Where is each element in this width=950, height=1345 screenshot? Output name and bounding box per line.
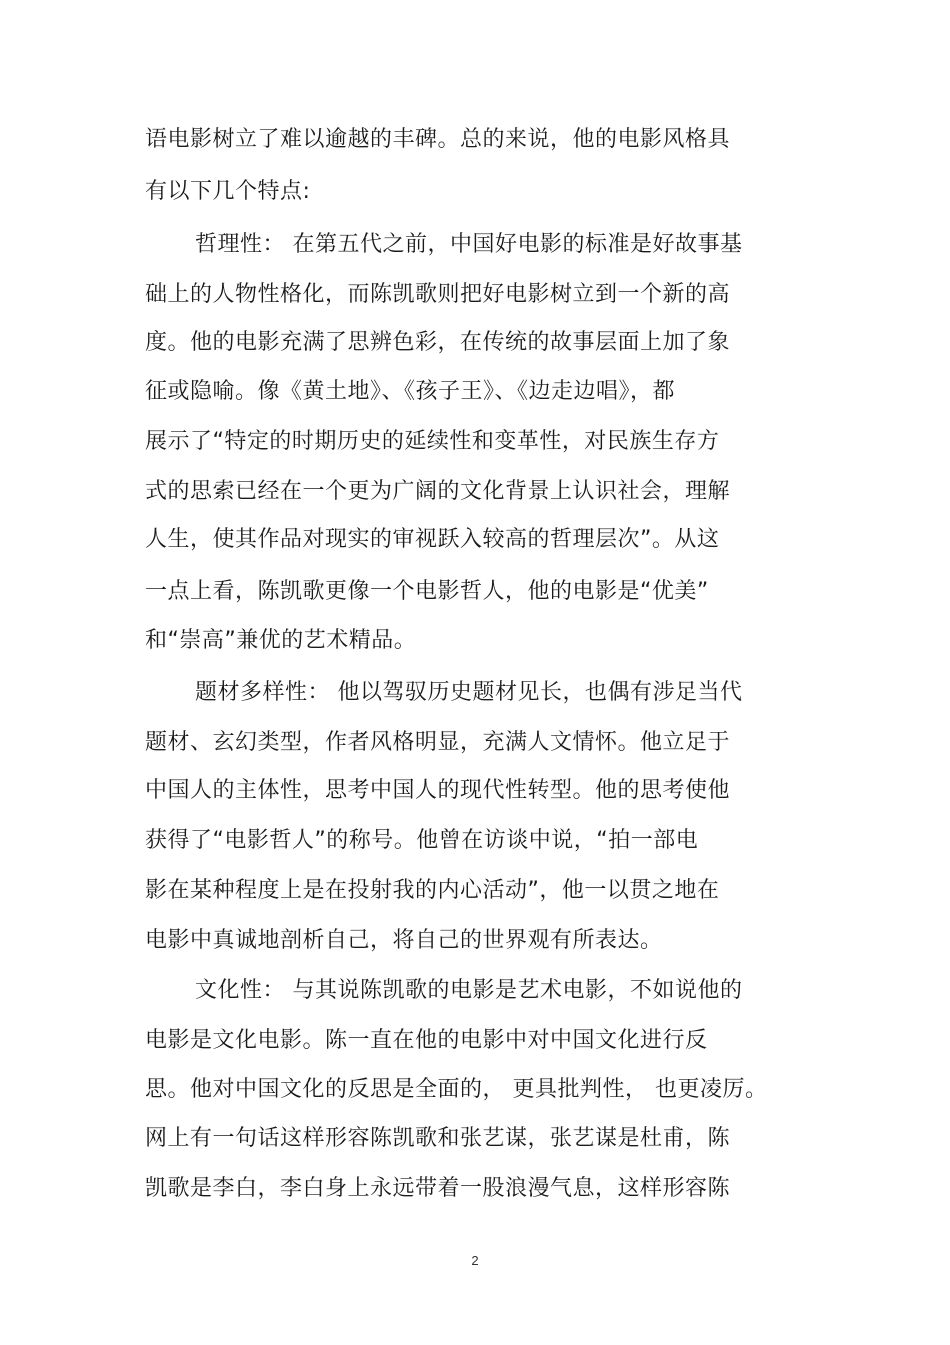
text-line: 征或隐喻。像《黄土地》、《孩子王》、《边走边唱》，都 <box>145 379 676 404</box>
text-line: 语电影树立了难以逾越的丰碑。总的来说，他的电影风格具 <box>145 127 731 152</box>
text-line: 展示了“特定的时期历史的延续性和变革性，对民族生存方 <box>145 429 720 454</box>
text-line: 式的思索已经在一个更为广阔的文化背景上认识社会，理解 <box>145 479 731 504</box>
text-line: 础上的人物性格化，而陈凯歌则把好电影树立到一个新的高 <box>145 282 731 307</box>
text-line: 电影中真诚地剖析自己，将自己的世界观有所表达。 <box>145 928 663 953</box>
text-line: 哲理性： 在第五代之前，中国好电影的标准是好故事基 <box>195 232 743 257</box>
text-line: 有以下几个特点: <box>145 179 311 204</box>
text-line: 获得了“电影哲人”的称号。他曾在访谈中说，“拍一部电 <box>145 828 699 853</box>
text-line: 电影是文化电影。陈一直在他的电影中对中国文化进行反 <box>145 1028 708 1053</box>
text-line: 文化性： 与其说陈凯歌的电影是艺术电影，不如说他的 <box>195 978 743 1003</box>
text-line: 思。他对中国文化的反思是全面的， 更具批判性， 也更凌厉。 <box>145 1077 768 1102</box>
text-line: 度。他的电影充满了思辨色彩，在传统的故事层面上加了象 <box>145 330 731 355</box>
text-line: 题材、玄幻类型，作者风格明显，充满人文情怀。他立足于 <box>145 730 731 755</box>
page-number: 2 <box>471 1253 479 1268</box>
text-line: 题材多样性： 他以驾驭历史题材见长，也偶有涉足当代 <box>195 680 743 705</box>
text-line: 网上有一句话这样形容陈凯歌和张艺谋，张艺谋是杜甫，陈 <box>145 1126 731 1151</box>
text-line: 中国人的主体性，思考中国人的现代性转型。他的思考使他 <box>145 778 731 803</box>
text-line: 一点上看，陈凯歌更像一个电影哲人，他的电影是“优美” <box>145 579 709 604</box>
text-line: 和“崇高”兼优的艺术精品。 <box>145 628 417 653</box>
text-line: 影在某种程度上是在投射我的内心活动”，他一以贯之地在 <box>145 878 720 903</box>
text-line: 凯歌是李白，李白身上永远带着一股浪漫气息，这样形容陈 <box>145 1176 731 1201</box>
text-line: 人生，使其作品对现实的审视跃入较高的哲理层次”。从这 <box>145 527 720 552</box>
